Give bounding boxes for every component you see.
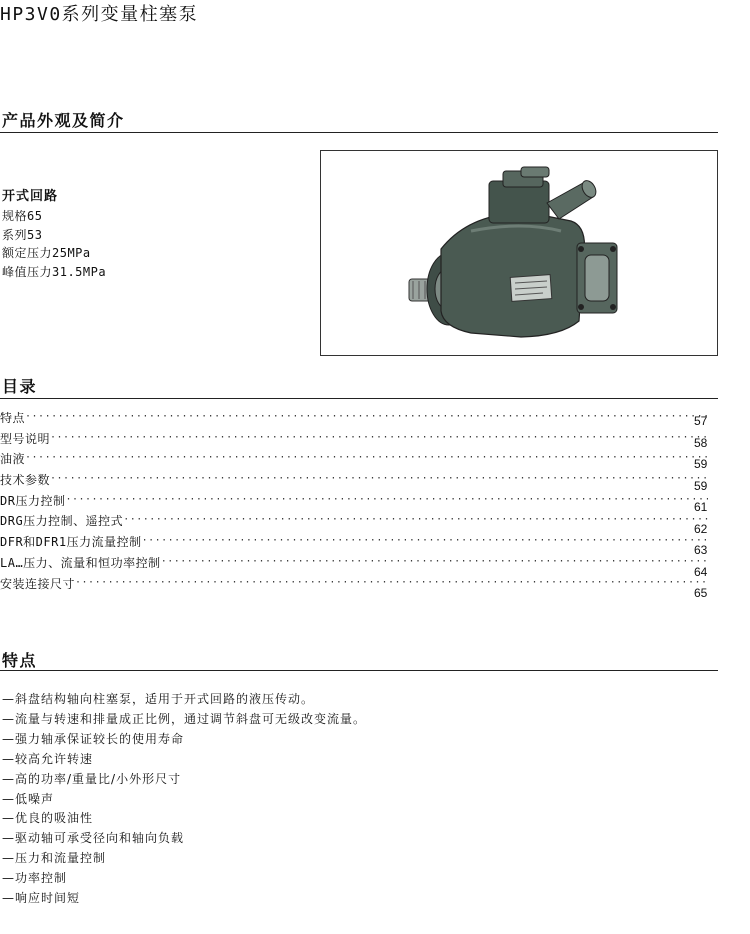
- toc-page-number: 61: [694, 500, 708, 514]
- toc-entry-title: DR压力控制: [0, 493, 66, 508]
- toc-entry[interactable]: [0, 492, 718, 513]
- intro-spec-line: 额定压力25MPa: [2, 246, 91, 260]
- toc-page-numbers: [694, 411, 707, 605]
- section-rule-toc: [0, 398, 718, 399]
- toc-entry-title: 安装连接尺寸: [0, 576, 76, 591]
- feature-item: —较高允许转速: [2, 751, 94, 766]
- pump-illustration: [321, 151, 717, 355]
- toc-entry-title: 型号说明: [0, 431, 51, 446]
- intro-spec-line: 峰值压力31.5MPa: [2, 264, 107, 279]
- intro-spec-line: 系列53: [2, 227, 43, 242]
- feature-list: [2, 690, 366, 909]
- section-rule-features: [0, 670, 718, 671]
- feature-item: —响应时间短: [2, 891, 81, 906]
- toc-leader: [123, 512, 708, 533]
- feature-item: —功率控制: [2, 871, 68, 886]
- section-title-features: 特点: [2, 651, 38, 670]
- toc-entry[interactable]: [0, 430, 718, 451]
- toc-entry-title: LA…压力、流量和恒功率控制: [0, 555, 161, 570]
- toc-leader: [50, 471, 708, 492]
- intro-spec-list: [2, 207, 106, 281]
- pump-photo: [320, 150, 718, 356]
- feature-item: —斜盘结构轴向柱塞泵，适用于开式回路的液压传动。: [2, 692, 315, 706]
- toc-entry[interactable]: [0, 554, 718, 575]
- toc-page-number: 57: [694, 414, 708, 428]
- toc-leader: [75, 575, 708, 596]
- toc-leader: [25, 450, 708, 471]
- toc-page-number: 59: [694, 457, 708, 471]
- feature-item: —优良的吸油性: [2, 811, 94, 826]
- feature-item: —驱动轴可承受径向和轴向负载: [2, 831, 185, 846]
- toc-page-number: 63: [694, 543, 708, 557]
- toc-list: [0, 409, 718, 595]
- toc-entry-title: 油液: [0, 452, 26, 467]
- feature-item: —流量与转速和排量成正比例，通过调节斜盘可无级改变流量。: [2, 711, 367, 726]
- toc-leader: [65, 492, 708, 513]
- toc-page-number: 62: [694, 521, 708, 536]
- toc-entry-title: 技术参数: [0, 473, 51, 488]
- toc-page-number: 64: [694, 564, 708, 579]
- toc-entry[interactable]: [0, 575, 718, 596]
- intro-heading: 开式回路: [2, 189, 59, 204]
- toc-leader: [161, 554, 708, 575]
- toc-entry[interactable]: [0, 409, 718, 430]
- toc-entry[interactable]: [0, 512, 718, 533]
- feature-item: —强力轴承保证较长的使用寿命: [2, 731, 185, 746]
- section-title-intro: 产品外观及简介: [2, 111, 125, 130]
- toc-page-number: 59: [694, 478, 708, 493]
- toc-entry-title: DFR和DFR1压力流量控制: [0, 535, 142, 550]
- toc-entry[interactable]: [0, 533, 718, 554]
- document-title: HP3V0系列变量柱塞泵: [0, 4, 199, 25]
- section-title-toc: 目录: [2, 377, 38, 396]
- feature-item: —高的功率/重量比/小外形尺寸: [2, 771, 182, 786]
- feature-item: —低噪声: [2, 791, 55, 806]
- toc-leader: [50, 430, 708, 451]
- section-rule-intro: [0, 132, 718, 133]
- toc-leader: [142, 533, 708, 554]
- toc-leader: [25, 409, 708, 430]
- intro-spec-line: 规格65: [2, 209, 43, 223]
- feature-item: —压力和流量控制: [2, 851, 107, 866]
- toc-entry-title: DRG压力控制、遥控式: [0, 514, 124, 529]
- toc-page-number: 65: [694, 586, 708, 600]
- toc-page-number: 58: [694, 435, 708, 450]
- toc-entry[interactable]: [0, 450, 718, 471]
- toc-entry-title: 特点: [0, 411, 26, 425]
- toc-entry[interactable]: [0, 471, 718, 492]
